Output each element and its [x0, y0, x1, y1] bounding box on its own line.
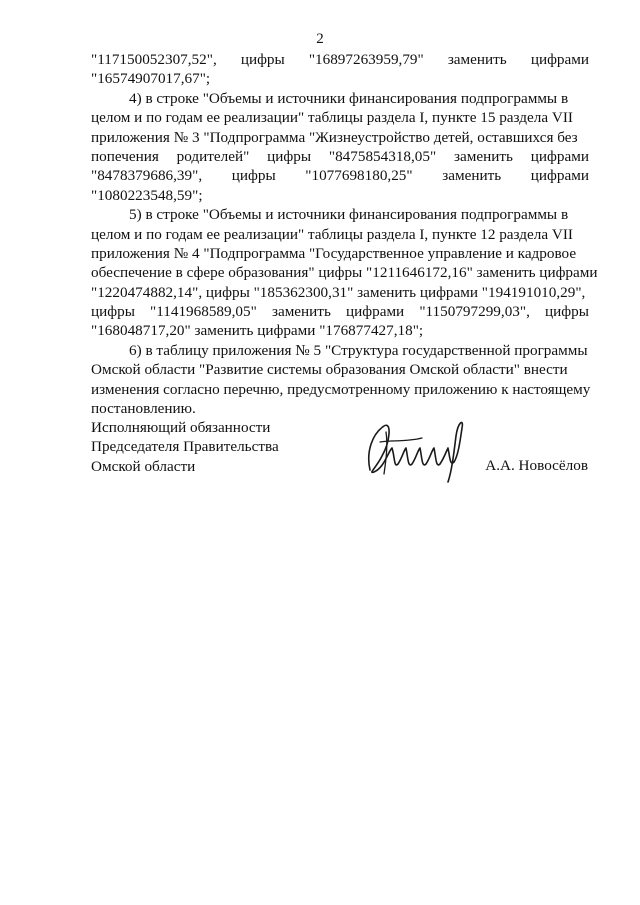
- paragraph-line: [91, 166, 589, 185]
- text-segment: цифрами: [530, 51, 589, 68]
- text-segment: "1141968589,05": [150, 303, 257, 321]
- text-segment: родителей": [176, 147, 250, 165]
- text-segment: заменить: [442, 167, 502, 185]
- text-segment: заменить: [271, 303, 331, 321]
- paragraph-line: [91, 89, 589, 108]
- paragraph-line: [91, 244, 589, 263]
- text-segment: попечения: [91, 147, 159, 165]
- position-line-1: Исполняющий обязанности: [91, 419, 271, 436]
- handwritten-signature: [362, 412, 472, 488]
- text-segment: Омской области "Развитие системы образования Омской области" внести: [91, 361, 568, 379]
- text-segment: "1150797299,03",: [419, 303, 530, 321]
- text-segment: цифры: [91, 303, 135, 321]
- text-segment: цифры: [240, 51, 285, 68]
- text-segment: приложения № 4 "Подпрограмма "Государственное управление и кадровое: [91, 244, 577, 262]
- text-segment: 4) в строке "Объемы и источники финансирования подпрограммы в: [129, 89, 569, 107]
- text-segment: "16897263959,79": [308, 51, 424, 68]
- paragraph-line: [91, 108, 589, 127]
- signer-name: А.А. Новосёлов: [485, 457, 588, 474]
- text-segment: обеспечение в сфере образования" цифры "1211646172,16" заменить цифрами: [91, 264, 598, 282]
- text-segment: "117150052307,52",: [91, 51, 217, 68]
- text-segment: "1080223548,59";: [91, 186, 203, 204]
- text-segment: постановлению.: [91, 400, 196, 418]
- text-segment: 5) в строке "Объемы и источники финансирования подпрограммы в: [129, 206, 569, 224]
- paragraph-line: [91, 399, 589, 418]
- text-segment: приложения № 3 "Подпрограмма "Жизнеустройство детей, оставшихся без: [91, 128, 578, 146]
- text-segment: "16574907017,67";: [91, 70, 211, 88]
- paragraph-line: [91, 360, 589, 379]
- text-segment: цифрами: [530, 147, 589, 165]
- text-segment: изменения согласно перечню, предусмотренному приложению к настоящему: [91, 380, 591, 398]
- paragraph-line: [91, 263, 598, 282]
- paragraph-line: [91, 147, 589, 166]
- text-segment: цифры: [545, 303, 589, 321]
- text-segment: "8478379686,39",: [91, 167, 203, 185]
- paragraph-line: [91, 186, 589, 205]
- paragraph-line: [91, 283, 589, 302]
- position-line-3: Омской области: [91, 457, 196, 475]
- paragraph-line: [91, 69, 589, 88]
- text-segment: цифрами: [346, 303, 405, 321]
- document-body: [91, 50, 598, 418]
- text-segment: "1220474882,14", цифры "185362300,31" заменить цифрами "194191010,29",: [91, 283, 586, 301]
- paragraph-line: [91, 341, 589, 360]
- text-segment: целом и по годам ее реализации" таблицы раздела I, пункте 15 раздела VII: [91, 109, 573, 127]
- paragraph-line: [91, 380, 589, 399]
- text-segment: "168048717,20" заменить цифрами "176877427,18";: [91, 322, 424, 340]
- paragraph-line: [91, 128, 589, 147]
- paragraph-line: [91, 321, 589, 340]
- page-number: 2: [316, 31, 324, 47]
- text-segment: цифрами: [530, 167, 589, 185]
- paragraph-line: [91, 225, 589, 244]
- text-segment: 6) в таблицу приложения № 5 "Структура государственной программы: [129, 341, 588, 359]
- paragraph-line: [91, 302, 589, 321]
- paragraph-line: [91, 50, 589, 69]
- text-segment: заменить: [447, 51, 507, 68]
- paragraph-line: [91, 205, 589, 224]
- text-segment: целом и по годам ее реализации" таблицы раздела I, пункте 12 раздела VII: [91, 225, 573, 243]
- text-segment: "8475854318,05": [328, 147, 437, 165]
- text-segment: "1077698180,25": [305, 167, 413, 185]
- signature-position: [91, 418, 279, 476]
- text-segment: цифры: [267, 147, 312, 165]
- text-segment: заменить: [454, 147, 513, 165]
- text-segment: цифры: [231, 167, 276, 185]
- position-line-2: Председателя Правительства: [91, 438, 279, 456]
